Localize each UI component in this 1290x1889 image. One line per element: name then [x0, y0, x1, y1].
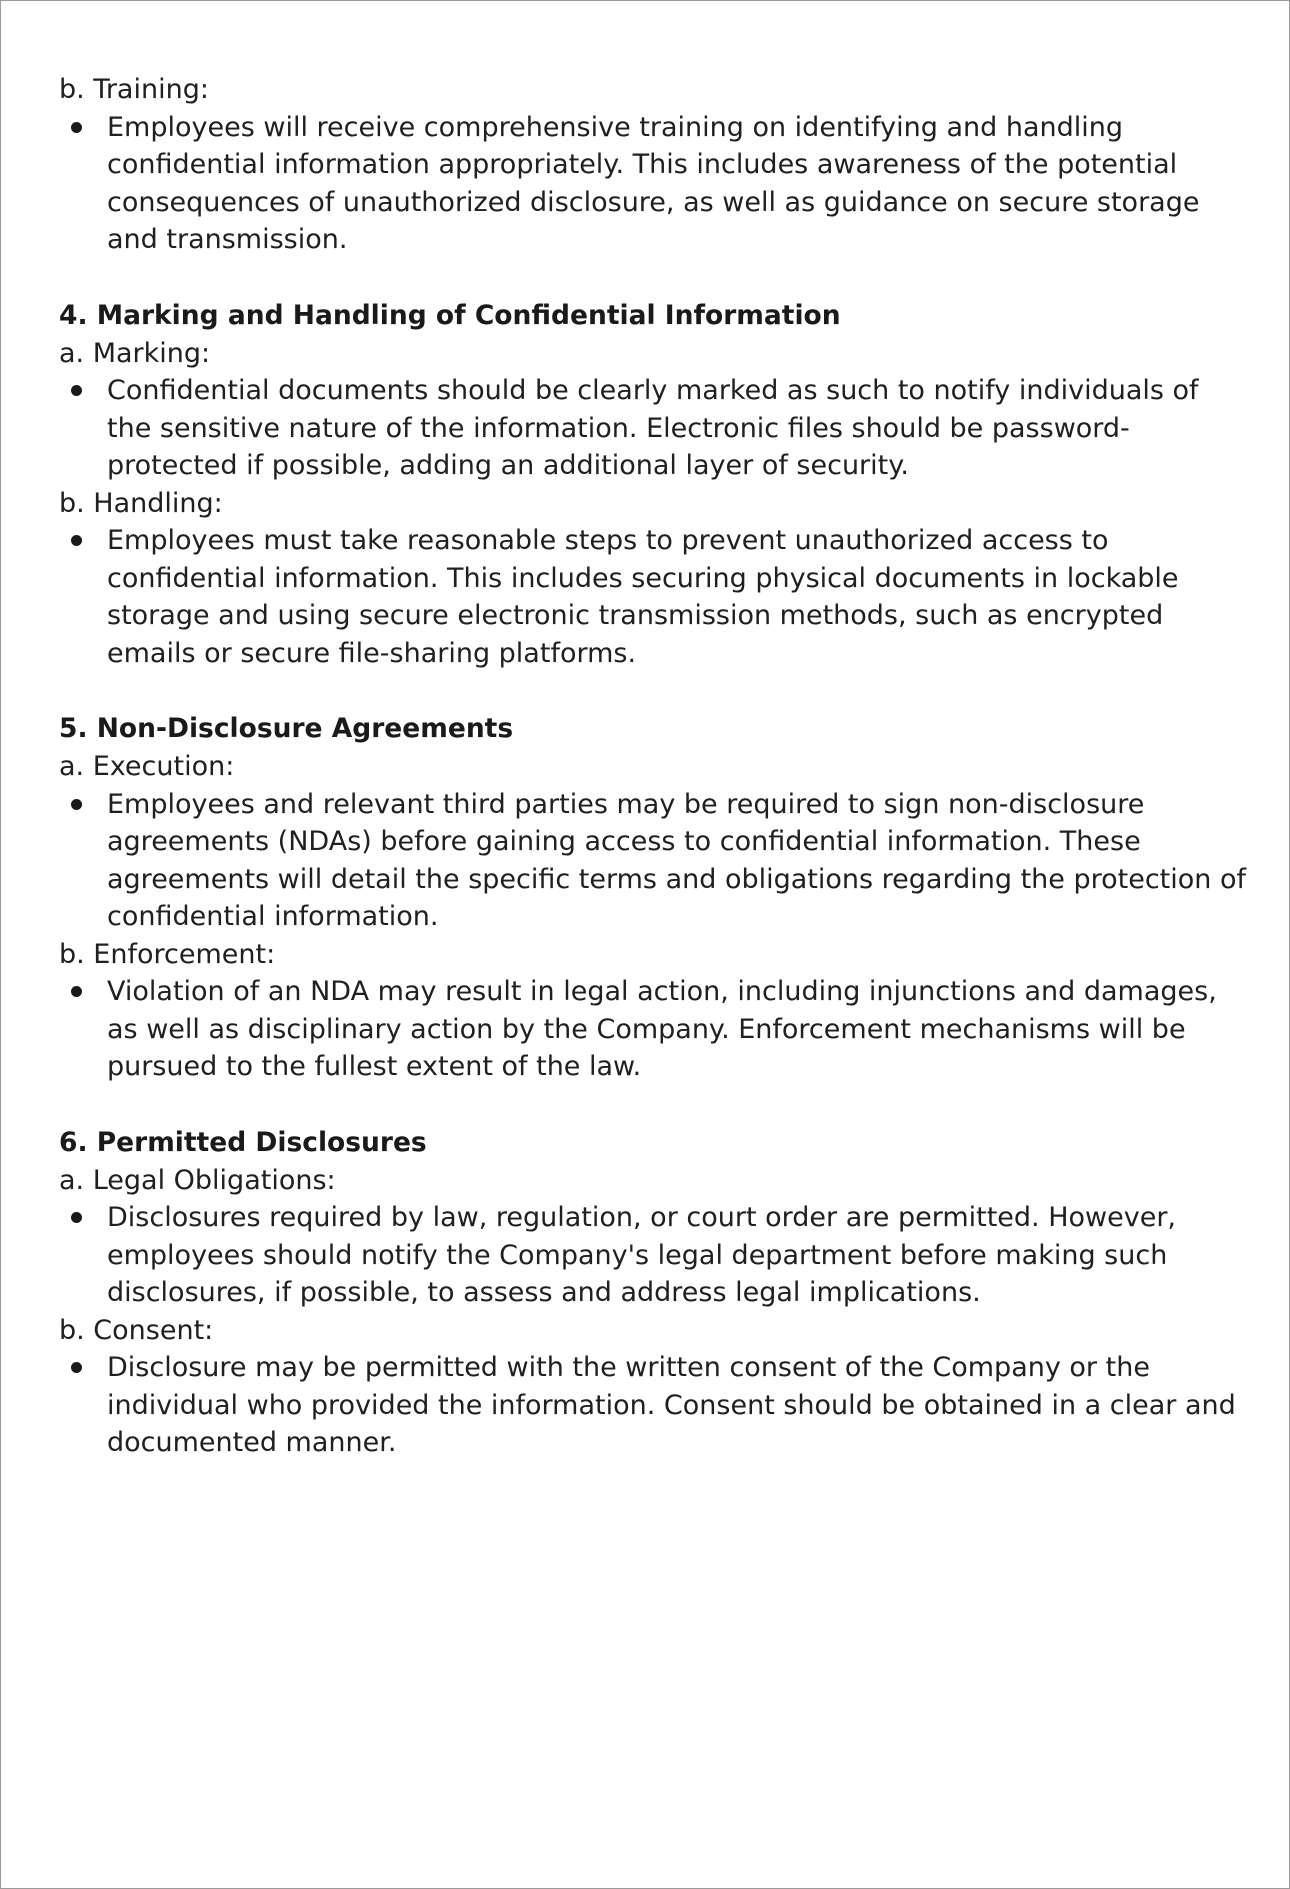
bullet-text: Employees will receive comprehensive training on identifying and handling confidential information appropriately. This includes awareness of the potential consequences of unauthorized disclosure, as well as guidance on secure storage and transmission. [107, 111, 1200, 255]
bullet-icon [59, 786, 107, 936]
bullet-icon [59, 1349, 107, 1462]
list-item [59, 522, 1249, 672]
section-training [59, 71, 1249, 259]
bullet-icon [59, 109, 107, 259]
list-item [59, 786, 1249, 936]
subsection-label: b. Handling: [59, 487, 223, 519]
document-body [59, 71, 1249, 1462]
section-permitted-disclosures [59, 1124, 1249, 1462]
bullet-text: Disclosure may be permitted with the written consent of the Company or the individual who provided the information. Consent should be obtained in a clear and documented manner. [107, 1352, 1236, 1458]
bullet-text: Violation of an NDA may result in legal action, including injunctions and damages, as well as disciplinary action by the Company. Enforcement mechanisms will be pursued to the fullest extent of the law. [107, 976, 1217, 1082]
list-item [59, 973, 1249, 1086]
section-heading: 5. Non-Disclosure Agreements [59, 713, 514, 744]
subsection-label: a. Marking: [59, 337, 211, 369]
list-item [59, 109, 1249, 259]
subsection-label: a. Legal Obligations: [59, 1164, 336, 1196]
bullet-icon [59, 522, 107, 672]
bullet-icon [59, 372, 107, 485]
subsection-label: b. Consent: [59, 1314, 214, 1346]
bullet-text: Employees and relevant third parties may be required to sign non-disclosure agreements (NDAs) before gaining access to confidential information. These agreements will detail the specific terms and obligations regarding the protection of confidential information. [107, 788, 1246, 932]
bullet-text: Confidential documents should be clearly marked as such to notify individuals of the sensitive nature of the information. Electronic files should be password-protected if possible, adding an additional layer of security. [107, 375, 1199, 481]
bullet-text: Employees must take reasonable steps to prevent unauthorized access to confidential information. This includes securing physical documents in lockable storage and using secure electronic transmission methods, such as encrypted emails or secure file-sharing platforms. [107, 525, 1179, 669]
list-item [59, 1349, 1249, 1462]
bullet-icon [59, 1199, 107, 1312]
bullet-icon [59, 973, 107, 1086]
list-item [59, 372, 1249, 485]
section-heading: 4. Marking and Handling of Confidential Information [59, 299, 841, 331]
list-item [59, 1199, 1249, 1312]
section-marking-handling [59, 297, 1249, 673]
section-nda [59, 710, 1249, 1086]
subsection-label: b. Enforcement: [59, 938, 276, 970]
bullet-text: Disclosures required by law, regulation, or court order are permitted. However, employees should notify the Company's legal department before making such disclosures, if possible, to assess and address legal implications. [107, 1202, 1177, 1308]
subsection-label: b. Training: [59, 74, 209, 105]
subsection-label: a. Execution: [59, 751, 235, 782]
section-heading: 6. Permitted Disclosures [59, 1126, 427, 1158]
